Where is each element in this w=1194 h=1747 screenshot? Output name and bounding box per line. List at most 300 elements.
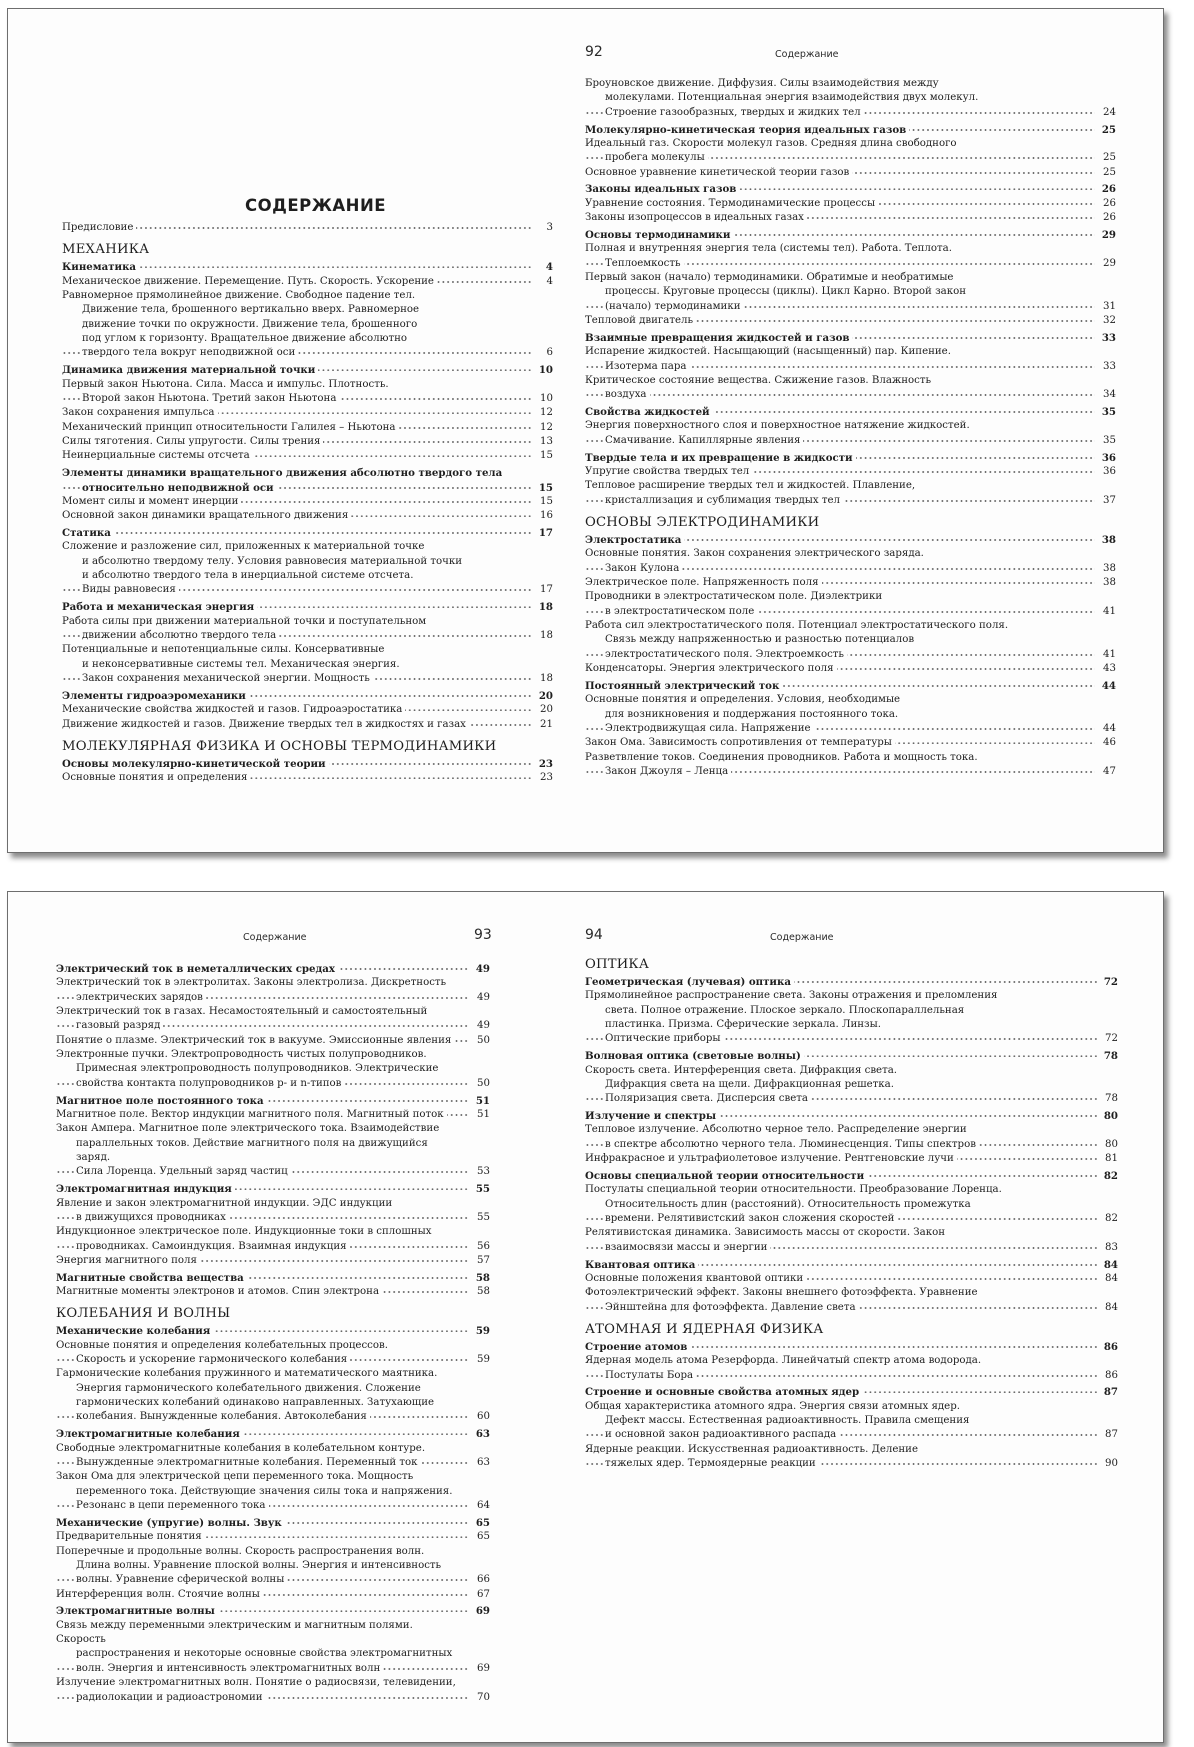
toc-entry-text: распространения и некоторые основные свойства электромагнитных [76, 1648, 455, 1659]
toc-entry-text: под углом к горизонту. Вращательное движение абсолютно [82, 333, 410, 344]
toc-entry-text: Электрический ток в электролитах. Законы электролиза. Дискретность [56, 977, 449, 988]
toc-entry[interactable] [56, 1530, 490, 1544]
toc-entry-text: Явление и закон электромагнитной индукции. ЭДС индукции [56, 1198, 395, 1209]
toc-entry-text: Сложение и разложение сил, приложенных к материальной точке [62, 541, 427, 552]
toc-entry-text: Движение жидкостей и газов. Движение твердых тел в жидкостях и газах [62, 719, 469, 730]
toc-page-number: 53 [469, 1165, 490, 1179]
toc-page-number: 16 [532, 509, 553, 523]
toc-page-number: 72 [1097, 1032, 1118, 1046]
toc-entry-text: Смачивание. Капиллярные явления [605, 435, 803, 446]
toc-page-number: 36 [1095, 465, 1116, 479]
toc-entry[interactable] [56, 1285, 490, 1299]
toc-page-number: 58 [469, 1271, 490, 1285]
toc-page-number: 24 [1095, 106, 1116, 120]
toc-entry-text: Электрический ток в газах. Несамостоятельный и самостоятельный [56, 1006, 430, 1017]
toc-page-number: 41 [1095, 605, 1116, 619]
toc-entry-text: кристаллизация и сублимация твердых тел [605, 495, 843, 506]
toc-chapter-entry[interactable] [56, 1324, 490, 1338]
toc-page-number: 49 [469, 1019, 490, 1033]
toc-entry-text: Закон Джоуля – Ленца [605, 766, 731, 777]
toc-entry-text: Магнитные моменты электронов и атомов. Спин электрона [56, 1286, 382, 1297]
toc-entry-text: Второй закон Ньютона. Третий закон Ньютона [82, 393, 339, 404]
toc-entry-text: газовый разряд [76, 1020, 163, 1031]
toc-page-number: 15 [532, 495, 553, 509]
toc-entry-text: Основные понятия и определения [62, 772, 250, 783]
toc-entry-text: волн. Энергия и интенсивность электромагнитных волн [76, 1663, 383, 1674]
toc-entry[interactable] [585, 1064, 1118, 1107]
toc-chapter-entry[interactable] [56, 1516, 490, 1530]
toc-entry-text: Работа силы при движении материальной точки и поступательном [62, 616, 429, 627]
toc-entry-text: Общая характеристика атомного ядра. Энергия связи атомных ядер. [585, 1401, 963, 1412]
toc-page-number: 33 [1095, 331, 1116, 345]
toc-entry[interactable] [585, 374, 1116, 403]
toc-chapter-entry[interactable] [62, 757, 553, 771]
toc-entry-text: Механические (упругие) волны. Звук [56, 1517, 285, 1529]
toc-entry[interactable] [62, 703, 553, 717]
toc-entry[interactable] [585, 314, 1116, 328]
toc-page-number: 59 [469, 1324, 490, 1338]
toc-entry-text: пробега молекулы [605, 152, 708, 163]
toc-entry[interactable] [56, 1676, 490, 1705]
toc-page-number: 35 [1095, 405, 1116, 419]
toc-entry-text: Предварительные понятия [56, 1531, 205, 1542]
toc-entry-text: Эйнштейна для фотоэффекта. Давление света [605, 1302, 859, 1313]
toc-entry-text: Гармонические колебания пружинного и математического маятника. [56, 1368, 440, 1379]
toc-page-number: 35 [1095, 434, 1116, 448]
toc-entry-text: тяжелых ядер. Термоядерные реакции [605, 1458, 819, 1469]
toc-entry-text: Основы молекулярно-кинетической теории [62, 758, 329, 770]
toc-chapter-entry[interactable] [585, 1258, 1118, 1272]
toc-chapter-entry[interactable] [56, 1427, 490, 1441]
toc-entry[interactable] [56, 1197, 490, 1226]
toc-chapter-entry[interactable] [585, 1340, 1118, 1354]
toc-entry-text: Момент силы и момент инерции [62, 496, 241, 507]
toc-page-number: 82 [1097, 1169, 1118, 1183]
toc-entry[interactable] [585, 242, 1116, 271]
toc-entry-text: Понятие о плазме. Электрический ток в вакууме. Эмиссионные явления [56, 1035, 454, 1046]
toc-page-number: 80 [1097, 1138, 1118, 1152]
toc-entry-text: Полная и внутренняя энергия тела (системы тел). Работа. Теплота. [585, 243, 955, 254]
toc-chapter-entry[interactable] [62, 526, 553, 540]
toc-entry-text: Релятивистская динамика. Зависимость массы от скорости. Закон [585, 1227, 948, 1238]
toc-chapter-entry[interactable] [585, 451, 1116, 465]
section-heading: КОЛЕБАНИЯ И ВОЛНЫ [56, 1306, 231, 1322]
toc-entry-text: Работа и механическая энергия [62, 601, 257, 613]
toc-entry[interactable] [585, 271, 1116, 314]
page-number: 92 [585, 44, 603, 60]
toc-entry-text: и неконсервативные системы тел. Механическая энергия. [82, 659, 403, 670]
section-heading: АТОМНАЯ И ЯДЕРНАЯ ФИЗИКА [585, 1321, 824, 1337]
toc-page-number: 23 [532, 757, 553, 771]
toc-page-number: 72 [1097, 975, 1118, 989]
toc-entry-text: Ядерные реакции. Искусственная радиоактивность. Деление [585, 1444, 921, 1455]
toc-page-number: 10 [532, 392, 553, 406]
toc-entry-text: Основные понятия и определения. Условия, необходимые [585, 694, 903, 705]
toc-entry-text: Основы термодинамики [585, 229, 733, 241]
toc-entry-text: Закон сохранения импульса [62, 407, 218, 418]
toc-entry-text: Конденсаторы. Энергия электрического поля [585, 663, 837, 674]
toc-entry[interactable] [56, 1254, 490, 1268]
toc-entry[interactable] [56, 976, 490, 1005]
toc-entry-text: Примесная электропроводность полупроводников. Электрические [76, 1063, 441, 1074]
toc-entry-text: Магнитные свойства вещества [56, 1272, 247, 1284]
toc-entry-text: Механические колебания [56, 1325, 213, 1337]
toc-entry-text: Взаимные превращения жидкостей и газов [585, 332, 852, 344]
toc-page-number: 37 [1095, 494, 1116, 508]
toc-page-number: 64 [469, 1499, 490, 1513]
toc-entry[interactable] [585, 590, 1116, 619]
toc-entry[interactable] [585, 693, 1116, 736]
toc-entry[interactable] [56, 1034, 490, 1048]
toc-page-number: 65 [469, 1516, 490, 1530]
toc-chapter-entry[interactable] [62, 363, 553, 377]
toc-entry[interactable] [585, 1354, 1118, 1383]
toc-chapter-entry[interactable] [585, 405, 1116, 419]
toc-page-number: 17 [532, 583, 553, 597]
toc-entry[interactable] [585, 1272, 1118, 1286]
running-head: Содержание [243, 932, 307, 943]
toc-page-number: 90 [1097, 1457, 1118, 1471]
toc-entry-text: Тепловой двигатель [585, 315, 696, 326]
toc-entry-text: Электромагнитные колебания [56, 1428, 243, 1440]
page-93 [8, 892, 585, 1742]
toc-entry-text: проводниках. Самоиндукция. Взаимная индукция [76, 1241, 350, 1252]
toc-entry[interactable] [56, 1470, 490, 1513]
toc-entry[interactable] [585, 619, 1116, 662]
toc-entry[interactable] [585, 345, 1116, 374]
toc-chapter-entry[interactable] [56, 1604, 490, 1618]
toc-entry-text: воздуха [605, 389, 650, 400]
page-number: 94 [585, 927, 603, 943]
toc-list [585, 957, 1118, 1472]
toc-page-number: 46 [1095, 736, 1116, 750]
toc-page-number: 67 [469, 1588, 490, 1602]
toc-page-number: 29 [1095, 228, 1116, 242]
toc-entry[interactable] [585, 465, 1116, 479]
toc-entry[interactable] [56, 1367, 490, 1424]
toc-entry-text: Броуновское движение. Диффузия. Силы взаимодействия между [585, 78, 942, 89]
toc-entry-text: Прямолинейное распространение света. Законы отражения и преломления [585, 990, 1000, 1001]
toc-page-number: 38 [1095, 533, 1116, 547]
toc-entry-text: Испарение жидкостей. Насыщающий (насыщенный) пар. Кипение. [585, 346, 954, 357]
toc-chapter-entry[interactable] [585, 182, 1116, 196]
toc-entry[interactable] [585, 576, 1116, 590]
toc-entry-text: в электростатическом поле [605, 606, 757, 617]
toc-page-number: 4 [532, 275, 553, 289]
toc-chapter-entry[interactable] [585, 331, 1116, 345]
section-heading: ОПТИКА [585, 957, 650, 972]
toc-entry-text: Поляризация света. Дисперсия света [605, 1093, 811, 1104]
toc-entry[interactable] [585, 1226, 1118, 1255]
toc-entry-text: электростатического поля. Электроемкость [605, 649, 847, 660]
toc-entry[interactable] [56, 1122, 490, 1179]
toc-entry[interactable] [56, 1442, 490, 1471]
toc-entry-text: колебания. Вынужденные колебания. Автоколебания [76, 1411, 370, 1422]
toc-page-number: 20 [532, 689, 553, 703]
toc-entry[interactable] [585, 1443, 1118, 1472]
toc-entry-text: Закон Ома для электрической цепи переменного тока. Мощность [56, 1471, 416, 1482]
toc-entry-text: Электромагнитные волны [56, 1605, 218, 1617]
toc-entry[interactable] [62, 378, 553, 407]
toc-entry[interactable] [585, 736, 1116, 750]
toc-entry[interactable] [585, 77, 1116, 120]
toc-page-number: 49 [469, 991, 490, 1005]
toc-page-number: 84 [1097, 1258, 1118, 1272]
toc-page-number: 78 [1097, 1049, 1118, 1063]
section-heading: МЕХАНИКА [62, 242, 150, 258]
toc-entry[interactable] [56, 1588, 490, 1602]
toc-entry-text: процессы. Круговые процессы (циклы). Цикл Карно. Второй закон [605, 286, 969, 297]
toc-entry-text: Скорость и ускорение гармонического колебания [76, 1354, 350, 1365]
toc-entry[interactable] [62, 449, 553, 463]
contents-title: СОДЕРЖАНИЕ [245, 196, 387, 215]
toc-entry-text: Динамика движения материальной точки [62, 364, 318, 376]
toc-entry[interactable] [62, 509, 553, 523]
toc-entry[interactable] [585, 751, 1116, 780]
toc-chapter-entry[interactable] [585, 1169, 1118, 1183]
toc-entry-text: Изотерма пара [605, 361, 689, 372]
toc-entry-text: Ядерная модель атома Резерфорда. Линейчатый спектр атома водорода. [585, 1355, 984, 1366]
toc-entry[interactable] [585, 419, 1116, 448]
toc-entry-text: Электродвижущая сила. Напряжение [605, 723, 814, 734]
toc-entry-text: света. Полное отражение. Плоское зеркало. Плоскопараллельная [605, 1005, 967, 1016]
toc-page-number: 20 [532, 703, 553, 717]
toc-chapter-entry[interactable] [56, 1271, 490, 1285]
toc-page-number: 21 [532, 718, 553, 732]
toc-entry-text: твердого тела вокруг неподвижной оси [82, 347, 298, 358]
toc-entry-text: Закон сохранения механической энергии. Мощность [82, 673, 373, 684]
toc-entry-text: Дифракция света на щели. Дифракционная решетка. [605, 1079, 897, 1090]
toc-entry[interactable] [62, 421, 553, 435]
toc-entry-text: Свойства жидкостей [585, 406, 713, 418]
toc-chapter-entry[interactable] [585, 228, 1116, 242]
toc-chapter-entry[interactable] [62, 260, 553, 274]
toc-entry-text: Разветвление токов. Соединения проводников. Работа и мощность тока. [585, 752, 981, 763]
toc-page-number: 70 [469, 1691, 490, 1705]
toc-entry-text: Относительность длин (расстояний). Относительность промежутка [605, 1199, 974, 1210]
toc-chapter-entry[interactable] [56, 1094, 490, 1108]
toc-entry-text: Потенциальные и непотенциальные силы. Консервативные [62, 644, 387, 655]
toc-entry-text: Первый закон Ньютона. Сила. Масса и импульс. Плотность. [62, 379, 392, 390]
toc-entry[interactable] [585, 211, 1116, 225]
toc-page-number: 18 [532, 672, 553, 686]
book-spread-top [7, 8, 1164, 853]
toc-entry-text: Элементы гидроаэромеханики [62, 690, 249, 702]
toc-entry-text: Твердые тела и их превращение в жидкости [585, 452, 856, 464]
toc-entry[interactable] [62, 289, 553, 361]
toc-entry[interactable] [585, 1152, 1118, 1166]
toc-entry-text: Магнитное поле. Вектор индукции магнитного поля. Магнитный поток [56, 1109, 447, 1120]
toc-page-number: 4 [532, 260, 553, 274]
toc-page-number: 51 [469, 1094, 490, 1108]
toc-page-number: 86 [1097, 1369, 1118, 1383]
toc-entry[interactable] [56, 1339, 490, 1368]
toc-entry-text: Кинематика [62, 261, 139, 273]
toc-chapter-entry[interactable] [56, 962, 490, 976]
toc-page-number: 43 [1095, 662, 1116, 676]
toc-page-number: 58 [469, 1285, 490, 1299]
toc-entry[interactable] [56, 1619, 490, 1676]
toc-page-number: 56 [469, 1240, 490, 1254]
toc-entry-text: Равномерное прямолинейное движение. Свободное падение тел. [62, 290, 418, 301]
toc-chapter-entry[interactable] [62, 689, 553, 703]
toc-entry-text: Резонанс в цепи переменного тока [76, 1500, 269, 1511]
toc-chapter-entry[interactable] [585, 533, 1116, 547]
toc-entry-text: Работа сил электростатического поля. Потенциал электростатического поля. [585, 620, 1011, 631]
toc-page-number: 49 [469, 962, 490, 976]
toc-entry[interactable] [62, 221, 553, 235]
page-number: 93 [474, 927, 492, 943]
toc-chapter-entry[interactable] [585, 679, 1116, 693]
toc-entry-text: пластинка. Призма. Сферические зеркала. Линзы. [605, 1019, 884, 1030]
toc-entry-text: Электромагнитная индукция [56, 1183, 235, 1195]
toc-entry[interactable] [585, 166, 1116, 180]
toc-entry[interactable] [585, 662, 1116, 676]
toc-entry-text: Волновая оптика (световые волны) [585, 1050, 804, 1062]
toc-page-number: 80 [1097, 1109, 1118, 1123]
toc-entry[interactable] [56, 1225, 490, 1254]
toc-entry-text: Сила Лоренца. Удельный заряд частиц [76, 1166, 291, 1177]
toc-entry[interactable] [62, 615, 553, 644]
toc-entry-text: относительно неподвижной оси [82, 482, 277, 494]
toc-page-number: 87 [1097, 1428, 1118, 1442]
toc-entry-text: в спектре абсолютно черного тела. Люминесценция. Типы спектров [605, 1139, 979, 1150]
toc-entry[interactable] [585, 1183, 1118, 1226]
toc-entry-text: Связь между переменными электрическим и магнитным полями. Скорость [56, 1619, 413, 1646]
toc-page-number: 81 [1097, 1152, 1118, 1166]
toc-page-number: 25 [1095, 123, 1116, 137]
toc-entry-text: Закон Ампера. Магнитное поле электрического тока. Взаимодействие [56, 1123, 442, 1134]
toc-entry[interactable] [56, 1048, 490, 1091]
toc-entry-text: и абсолютно твердому телу. Условия равновесия материальной точки [82, 556, 465, 567]
toc-page-number: 60 [469, 1410, 490, 1424]
toc-page-number: 69 [469, 1662, 490, 1676]
toc-entry-text: Строение газообразных, твердых и жидких тел [605, 107, 864, 118]
toc-chapter-entry[interactable] [585, 1385, 1118, 1399]
toc-page-number: 15 [532, 449, 553, 463]
toc-entry[interactable] [585, 547, 1116, 576]
toc-entry[interactable] [56, 1005, 490, 1034]
toc-entry-text: Статика [62, 527, 114, 539]
toc-entry[interactable] [62, 435, 553, 449]
toc-page-number: 55 [469, 1182, 490, 1196]
toc-entry-text: гармонических колебаний одинаково направленных. Затухающие [76, 1397, 437, 1408]
toc-entry[interactable] [56, 1108, 490, 1122]
toc-entry-text: Фотоэлектрический эффект. Законы внешнего фотоэффекта. Уравнение [585, 1287, 981, 1298]
toc-entry-text: Длина волны. Уравнение плоской волны. Энергия и интенсивность [76, 1560, 444, 1571]
toc-entry-text: Виды равновесия [82, 584, 179, 595]
toc-page-number: 69 [469, 1604, 490, 1618]
toc-chapter-entry[interactable] [62, 466, 553, 495]
toc-entry-text: Основное уравнение кинетической теории газов [585, 167, 852, 178]
toc-entry[interactable] [62, 771, 553, 785]
toc-entry-text: взаимосвязи массы и энергии [605, 1242, 770, 1253]
toc-entry-text: молекулами. Потенциальная энергия взаимодействия двух молекул. [605, 92, 981, 103]
toc-entry-text: Геометрическая (лучевая) оптика [585, 976, 794, 988]
toc-entry-text: Интерференция волн. Стоячие волны [56, 1589, 263, 1600]
toc-entry-text: Тепловое излучение. Абсолютно черное тело. Распределение энергии [585, 1124, 970, 1135]
toc-chapter-entry[interactable] [585, 975, 1118, 989]
toc-entry[interactable] [62, 406, 553, 420]
toc-entry-text: Тепловое расширение твердых тел и жидкостей. Плавление, [585, 480, 918, 491]
toc-page-number: 84 [1097, 1301, 1118, 1315]
toc-page-number: 38 [1095, 576, 1116, 590]
toc-chapter-entry[interactable] [585, 1049, 1118, 1063]
toc-entry-text: Энергия поверхностного слоя и поверхностное натяжение жидкостей. [585, 420, 973, 431]
toc-entry-text: Излучение электромагнитных волн. Понятие о радиосвязи, телевидении, [56, 1677, 459, 1688]
toc-page-number: 10 [532, 363, 553, 377]
page-contents-left [8, 9, 585, 852]
toc-entry-text: (начало) термодинамики [605, 301, 744, 312]
toc-page-number: 78 [1097, 1092, 1118, 1106]
toc-page-number: 6 [532, 346, 553, 360]
toc-entry-text: движении абсолютно твердого тела [82, 630, 279, 641]
toc-entry-text: Электрическое поле. Напряженность поля [585, 577, 822, 588]
toc-entry[interactable] [585, 197, 1116, 211]
toc-entry-text: Электронные пучки. Электропроводность чистых полупроводников. [56, 1049, 430, 1060]
page-92 [585, 9, 1163, 852]
toc-page-number: 83 [1097, 1241, 1118, 1255]
toc-entry[interactable] [62, 540, 553, 597]
toc-entry-text: Вынужденные электромагнитные колебания. Переменный ток [76, 1457, 421, 1468]
running-head: Содержание [775, 49, 839, 60]
toc-entry[interactable] [585, 989, 1118, 1046]
toc-entry-text: Закон Ома. Зависимость сопротивления от температуры [585, 737, 895, 748]
toc-entry-text: Энергия магнитного поля [56, 1255, 200, 1266]
toc-entry-text: переменного тока. Действующие значения силы тока и напряжения. [76, 1486, 455, 1497]
toc-entry-text: Инфракрасное и ультрафиолетовое излучение. Рентгеновские лучи [585, 1153, 957, 1164]
toc-chapter-entry[interactable] [585, 1109, 1118, 1123]
toc-entry-text: Закон Кулона [605, 563, 682, 574]
toc-page-number: 84 [1097, 1272, 1118, 1286]
toc-entry[interactable] [585, 1123, 1118, 1152]
toc-page-number: 50 [469, 1034, 490, 1048]
toc-entry[interactable] [585, 137, 1116, 166]
toc-chapter-entry[interactable] [585, 123, 1116, 137]
toc-entry-text: Идеальный газ. Скорости молекул газов. Средняя длина свободного [585, 138, 960, 149]
toc-page-number: 63 [469, 1427, 490, 1441]
toc-chapter-entry[interactable] [62, 600, 553, 614]
toc-list [585, 77, 1116, 779]
toc-entry-text: Первый закон (начало) термодинамики. Обратимые и необратимые [585, 272, 956, 283]
toc-entry[interactable] [585, 1400, 1118, 1443]
toc-entry-text: электрических зарядов [76, 992, 206, 1003]
toc-entry[interactable] [62, 275, 553, 289]
toc-page-number: 25 [1095, 166, 1116, 180]
page-94 [585, 892, 1163, 1742]
toc-page-number: 18 [532, 629, 553, 643]
toc-entry-text: Упругие свойства твердых тел [585, 466, 752, 477]
toc-page-number: 59 [469, 1353, 490, 1367]
toc-page-number: 17 [532, 526, 553, 540]
toc-entry-text: Уравнение состояния. Термодинамические процессы [585, 198, 878, 209]
toc-entry-text: для возникновения и поддержания постоянного тока. [605, 709, 901, 720]
toc-entry[interactable] [62, 643, 553, 686]
toc-page-number: 26 [1095, 197, 1116, 211]
toc-entry[interactable] [585, 479, 1116, 508]
toc-entry[interactable] [62, 718, 553, 732]
toc-entry-text: Неинерциальные системы отсчета [62, 450, 253, 461]
toc-entry-text: Скорость света. Интерференция света. Дифракция света. [585, 1065, 900, 1076]
toc-page-number: 66 [469, 1573, 490, 1587]
toc-entry[interactable] [62, 495, 553, 509]
toc-entry[interactable] [56, 1545, 490, 1588]
toc-entry[interactable] [585, 1286, 1118, 1315]
running-head: Содержание [770, 932, 834, 943]
toc-entry-text: Механический принцип относительности Галилея – Ньютона [62, 422, 398, 433]
toc-entry-text: Теплоемкость [605, 258, 684, 269]
toc-chapter-entry[interactable] [56, 1182, 490, 1196]
